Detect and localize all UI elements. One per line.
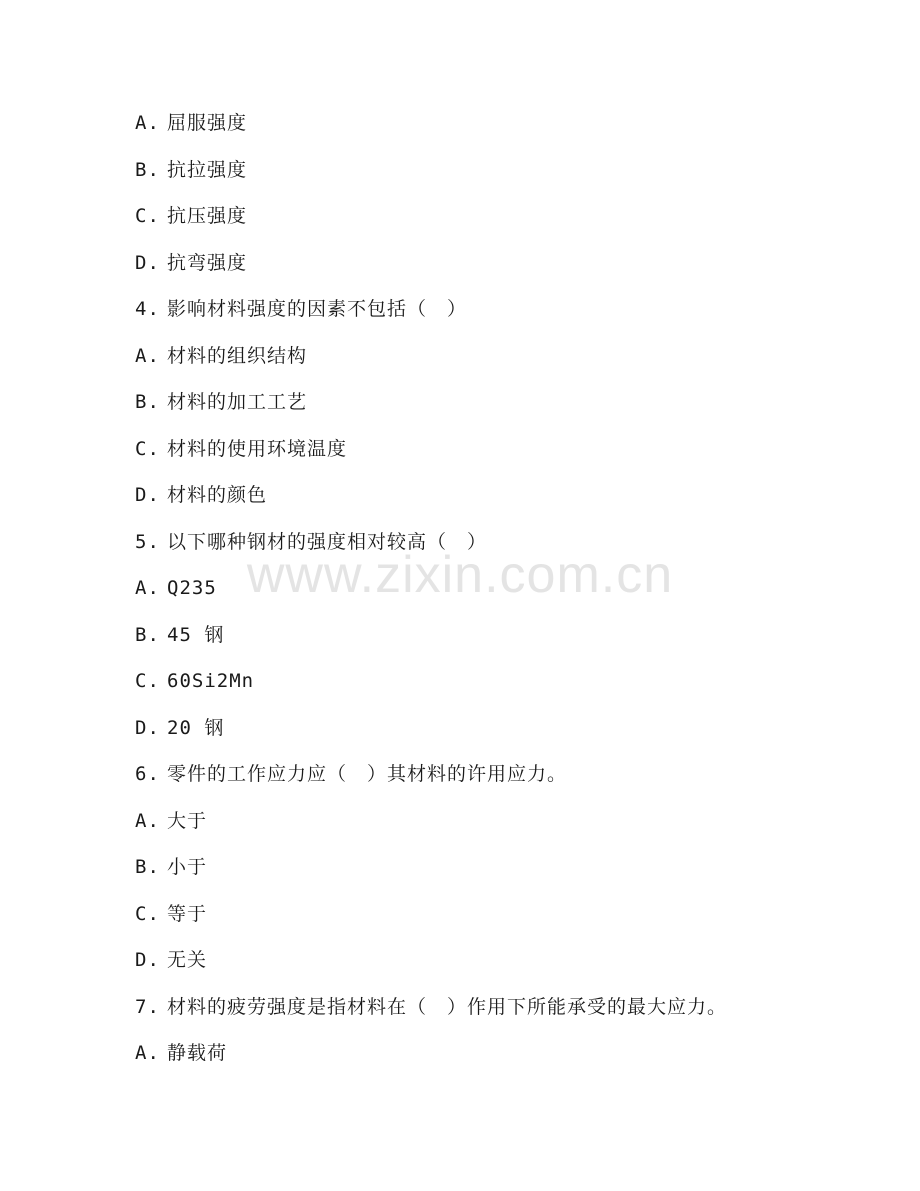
option-label: C.	[135, 205, 160, 227]
option-text: 抗弯强度	[167, 251, 248, 274]
question-line	[135, 759, 875, 806]
option-label: A.	[135, 112, 160, 134]
option-label: D.	[135, 716, 160, 739]
option-line	[135, 155, 875, 202]
option-line	[135, 620, 875, 667]
option-text: 抗压强度	[167, 205, 248, 227]
option-line	[135, 806, 875, 853]
option-label: B.	[135, 391, 160, 413]
option-text: 材料的使用环境温度	[167, 437, 348, 460]
option-line	[135, 480, 875, 527]
option-label: B.	[135, 158, 160, 181]
question-line	[135, 527, 875, 574]
option-line	[135, 852, 875, 899]
option-text: 无关	[167, 949, 208, 971]
question-number: 5.	[135, 530, 160, 553]
option-text: 60Si2Mn	[167, 670, 255, 692]
option-label: B.	[135, 623, 160, 646]
option-label: C.	[135, 437, 160, 460]
question-number: 6.	[135, 763, 160, 785]
option-text: 材料的颜色	[167, 484, 268, 506]
option-text: 抗拉强度	[167, 158, 248, 181]
option-label: A.	[135, 809, 160, 832]
option-line	[135, 899, 875, 946]
option-text: 等于	[167, 902, 208, 925]
option-text: 材料的加工工艺	[167, 391, 308, 413]
question-text: 材料的疲劳强度是指材料在（ ）作用下所能承受的最大应力。	[167, 995, 728, 1018]
option-label: D.	[135, 949, 160, 971]
watermark: www.zixin.com.cn	[246, 546, 674, 604]
option-text: 大于	[167, 809, 208, 832]
option-label: D.	[135, 484, 160, 506]
option-line	[135, 1038, 875, 1085]
option-text: 静载荷	[167, 1042, 228, 1064]
option-line	[135, 945, 875, 992]
question-line	[135, 992, 875, 1039]
option-label: C.	[135, 902, 160, 925]
option-label: B.	[135, 856, 160, 878]
option-label: C.	[135, 670, 160, 692]
option-text: Q235	[167, 577, 217, 599]
option-text: 材料的组织结构	[167, 344, 308, 367]
option-label: A.	[135, 344, 160, 367]
option-text: 屈服强度	[167, 112, 248, 134]
option-line	[135, 201, 875, 248]
question-list	[135, 108, 875, 1085]
option-label: A.	[135, 1042, 160, 1064]
question-text: 影响材料强度的因素不包括（ ）	[167, 298, 468, 320]
question-number: 7.	[135, 995, 160, 1018]
option-line	[135, 248, 875, 295]
option-line	[135, 573, 875, 620]
option-text: 小于	[167, 856, 208, 878]
question-text: 以下哪种钢材的强度相对较高（ ）	[167, 530, 488, 553]
option-label: D.	[135, 251, 160, 274]
option-label: A.	[135, 577, 160, 599]
option-text: 20 钢	[167, 716, 225, 739]
option-line	[135, 387, 875, 434]
option-text: 45 钢	[167, 623, 225, 646]
option-line	[135, 434, 875, 481]
option-line	[135, 666, 875, 713]
option-line	[135, 108, 875, 155]
question-text: 零件的工作应力应（ ）其材料的许用应力。	[167, 763, 568, 785]
option-line	[135, 713, 875, 760]
option-line	[135, 341, 875, 388]
question-line	[135, 294, 875, 341]
question-number: 4.	[135, 298, 160, 320]
